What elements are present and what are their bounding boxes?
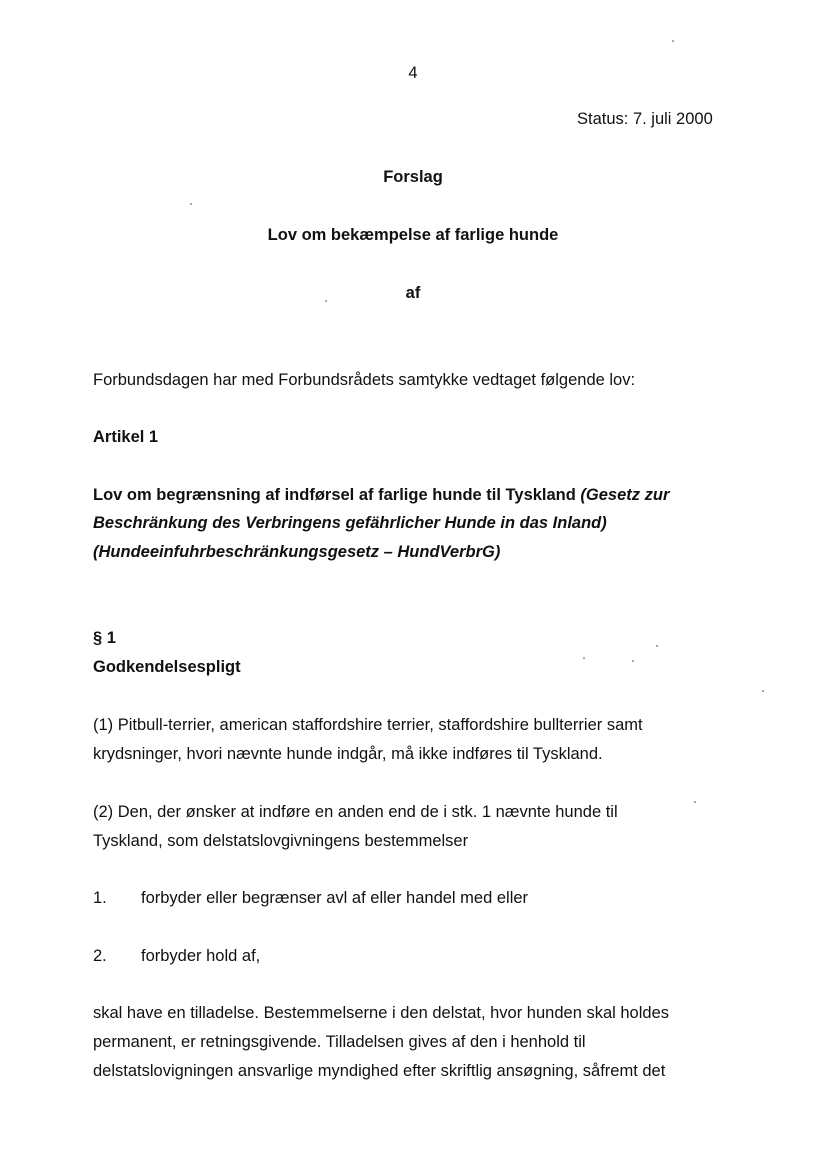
law-title-line-1 xyxy=(93,486,669,505)
paragraph-2-line-2: Tyskland, som delstatslovgivningens bestemmelser xyxy=(93,832,469,850)
scan-speck xyxy=(190,203,192,205)
scan-speck xyxy=(694,801,696,803)
section-number: § 1 xyxy=(93,629,116,647)
law-title-bold: Lov om begrænsning af indførsel af farlige hunde til Tyskland xyxy=(93,486,581,504)
closing-line-2: permanent, er retningsgivende. Tilladelsen gives af den i henhold til xyxy=(93,1033,586,1051)
scan-speck xyxy=(672,40,674,42)
law-title-line-3: (Hundeeinfuhrbeschränkungsgesetz – HundVerbrG) xyxy=(93,543,501,561)
status-date: Status: 7. juli 2000 xyxy=(577,110,713,128)
heading-forslag: Forslag xyxy=(383,168,443,186)
af-line: af xyxy=(405,284,421,302)
list-item-number: 2. xyxy=(93,947,107,965)
paragraph-1-line-2: krydsninger, hvori nævnte hunde indgår, må ikke indføres til Tyskland. xyxy=(93,745,603,763)
paragraph-1-line-1: (1) Pitbull-terrier, american staffordshire terrier, staffordshire bullterrier samt xyxy=(93,716,643,734)
intro-text: Forbundsdagen har med Forbundsrådets samtykke vedtaget følgende lov: xyxy=(93,371,636,389)
scan-speck xyxy=(656,645,658,647)
closing-line-3: delstatslovigningen ansvarlige myndighed efter skriftlig ansøgning, såfremt det xyxy=(93,1062,666,1080)
law-title-german-start: (Gesetz zur xyxy=(580,486,670,504)
section-title: Godkendelsespligt xyxy=(93,658,241,676)
article-heading: Artikel 1 xyxy=(93,428,159,446)
page-number: 4 xyxy=(408,64,418,82)
paragraph-2-line-1: (2) Den, der ønsker at indføre en anden end de i stk. 1 nævnte hunde til xyxy=(93,803,618,821)
scan-speck xyxy=(762,690,764,692)
document-title: Lov om bekæmpelse af farlige hunde xyxy=(267,226,559,244)
law-title-line-2: Beschränkung des Verbringens gefährlicher Hunde in das Inland) xyxy=(93,514,607,532)
closing-line-1: skal have en tilladelse. Bestemmelserne i den delstat, hvor hunden skal holdes xyxy=(93,1004,670,1022)
list-item-text: forbyder hold af, xyxy=(141,947,261,965)
scan-speck xyxy=(325,300,327,302)
list-item-number: 1. xyxy=(93,889,107,907)
list-item-text: forbyder eller begrænser avl af eller handel med eller xyxy=(141,889,529,907)
scan-speck xyxy=(632,660,634,662)
scan-speck xyxy=(583,657,585,659)
